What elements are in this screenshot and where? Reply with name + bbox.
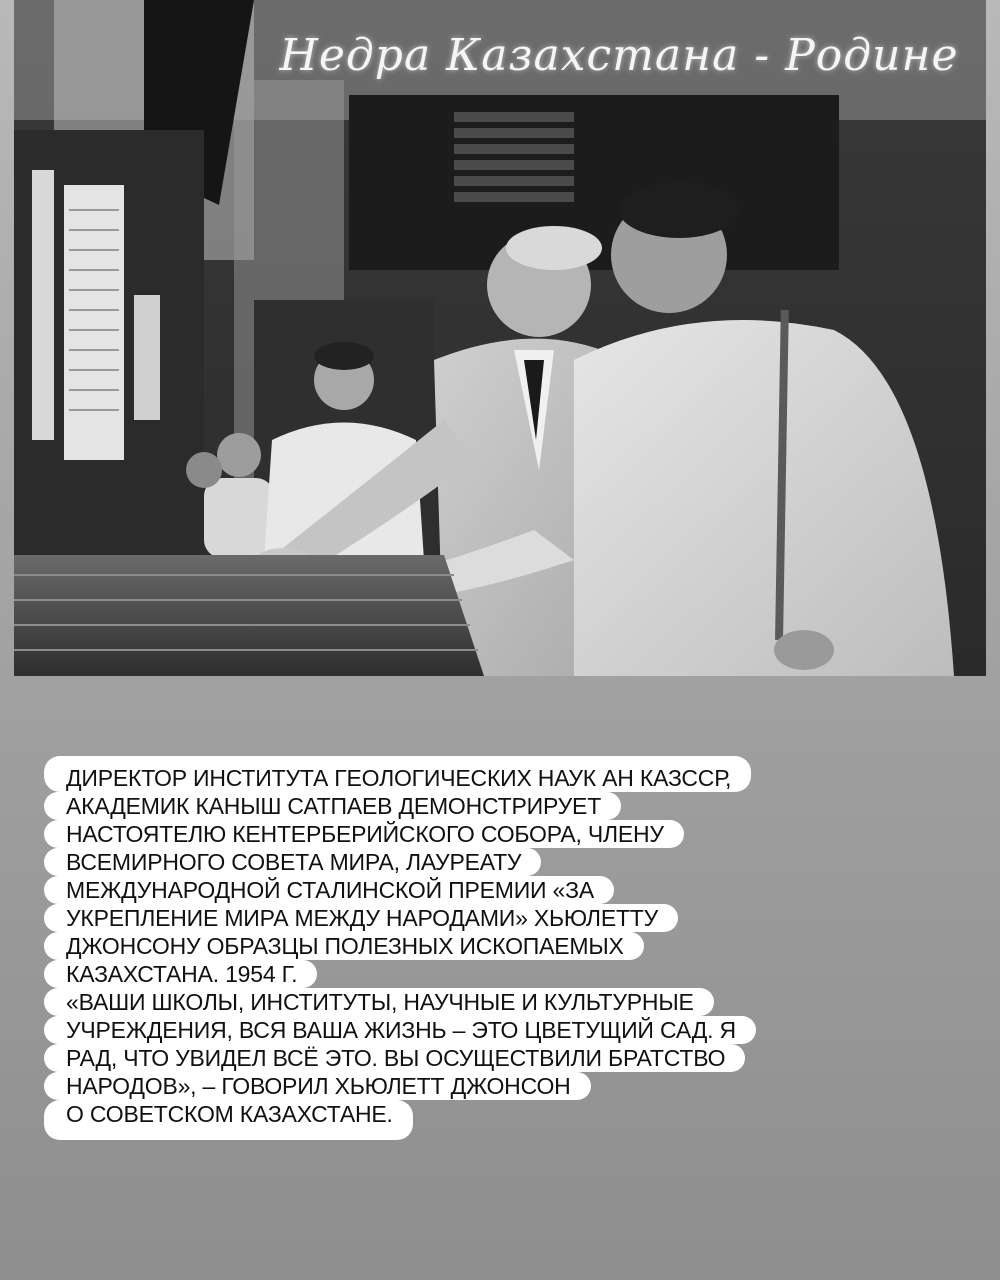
caption-line: РАД, ЧТО УВИДЕЛ ВСЁ ЭТО. ВЫ ОСУЩЕСТВИЛИ БРАТСТВО xyxy=(44,1044,745,1072)
caption-line: О СОВЕТСКОМ КАЗАХСТАНЕ. xyxy=(44,1100,413,1140)
caption-line: НАРОДОВ», – ГОВОРИЛ ХЬЮЛЕТТ ДЖОНСОН xyxy=(44,1072,591,1100)
caption-line: МЕЖДУНАРОДНОЙ СТАЛИНСКОЙ ПРЕМИИ «ЗА xyxy=(44,876,614,904)
caption-line: УЧРЕЖДЕНИЯ, ВСЯ ВАША ЖИЗНЬ – ЭТО ЦВЕТУЩИЙ САД. Я xyxy=(44,1016,756,1044)
caption-line: ДИРЕКТОР ИНСТИТУТА ГЕОЛОГИЧЕСКИХ НАУК АН КАЗССР, xyxy=(44,756,751,792)
caption-block xyxy=(44,756,974,1140)
caption-line: ВСЕМИРНОГО СОВЕТА МИРА, ЛАУРЕАТУ xyxy=(44,848,541,876)
caption-line: НАСТОЯТЕЛЮ КЕНТЕРБЕРИЙСКОГО СОБОРА, ЧЛЕНУ xyxy=(44,820,684,848)
caption-line: АКАДЕМИК КАНЫШ САТПАЕВ ДЕМОНСТРИРУЕТ xyxy=(44,792,621,820)
photo-banner-text: Недра Казахстана - Родине xyxy=(279,29,959,81)
caption-line: УКРЕПЛЕНИЕ МИРА МЕЖДУ НАРОДАМИ» ХЬЮЛЕТТУ xyxy=(44,904,678,932)
caption-line: «ВАШИ ШКОЛЫ, ИНСТИТУТЫ, НАУЧНЫЕ И КУЛЬТУРНЫЕ xyxy=(44,988,714,1016)
caption-line: КАЗАХСТАНА. 1954 Г. xyxy=(44,960,317,988)
photo-illustration xyxy=(14,0,986,676)
historical-photo xyxy=(14,0,986,676)
caption-line: ДЖОНСОНУ ОБРАЗЦЫ ПОЛЕЗНЫХ ИСКОПАЕМЫХ xyxy=(44,932,644,960)
